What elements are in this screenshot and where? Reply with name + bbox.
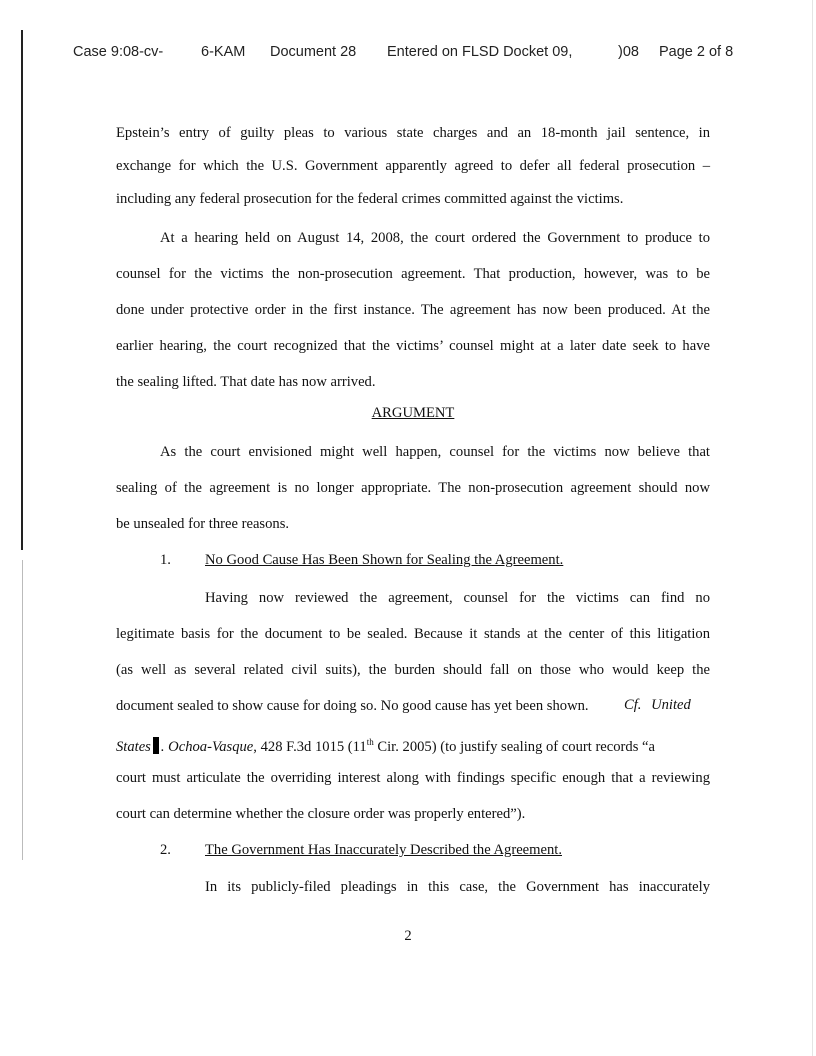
body-text-line: legitimate basis for the document to be sealed. Because it stands at the center of this litigation — [116, 626, 710, 642]
section-heading-argument: ARGUMENT — [371, 405, 455, 421]
body-text-line: Having now reviewed the agreement, counsel for the victims can find no — [205, 590, 710, 606]
body-text-line: Epstein’s entry of guilty pleas to various state charges and an 18-month jail sentence, in — [116, 125, 710, 141]
body-text-line: As the court envisioned might well happen, counsel for the victims now believe that — [160, 444, 710, 460]
header-case-number: Case 9:08-cv- — [73, 44, 164, 60]
header-case-number-suffix: 6-KAM — [201, 44, 246, 60]
citation-case-name: States — [116, 738, 151, 755]
section-title: No Good Cause Has Been Shown for Sealing the Agreement. — [205, 552, 564, 568]
section-title: The Government Has Inaccurately Described the Agreement. — [205, 842, 562, 858]
body-text-line: including any federal prosecution for the federal crimes committed against the victims. — [116, 191, 624, 207]
body-text-line: document sealed to show cause for doing so. No good cause has yet been shown. — [116, 698, 589, 714]
body-text-line: sealing of the agreement is no longer appropriate. The non-prosecution agreement should now — [116, 480, 710, 496]
citation-parenthetical: Cir. 2005) (to justify sealing of court records “a — [373, 738, 655, 755]
body-text-line: court must articulate the overriding interest along with findings specific enough that a reviewing — [116, 770, 710, 786]
scan-edge-line-faint — [22, 560, 23, 860]
scan-right-edge — [812, 0, 813, 1056]
header-page-count: Page 2 of 8 — [659, 44, 734, 60]
body-text-line: In its publicly-filed pleadings in this case, the Government has inaccurately — [205, 879, 710, 895]
body-text-line: the sealing lifted. That date has now arrived. — [116, 374, 376, 390]
body-text-line: exchange for which the U.S. Government apparently agreed to defer all federal prosecution – — [116, 158, 710, 174]
scan-edge-line — [21, 30, 23, 550]
citation-line — [116, 733, 710, 756]
section-number: 1. — [160, 552, 171, 568]
citation-signal: Cf. United — [624, 697, 691, 713]
body-text-line: earlier hearing, the court recognized that the victims’ counsel might at a later date seek to have — [116, 338, 710, 354]
header-entered-on-docket: Entered on FLSD Docket 09, — [387, 44, 573, 60]
redaction-mark — [153, 737, 159, 754]
body-text-line: (as well as several related civil suits), the burden should fall on those who would keep the — [116, 662, 710, 678]
body-text-line: done under protective order in the first instance. The agreement has now been produced. At the — [116, 302, 710, 318]
header-entered-year: )08 — [618, 44, 639, 60]
body-text-line: counsel for the victims the non-prosecution agreement. That production, however, was to be — [116, 266, 710, 282]
body-text-line: be unsealed for three reasons. — [116, 516, 290, 532]
citation-reporter: , 428 F.3d 1015 (11 — [253, 738, 367, 755]
section-number: 2. — [160, 842, 171, 858]
page-number: 2 — [404, 928, 412, 944]
citation-ordinal: th — [366, 737, 374, 747]
citation-case-name-cont: . Ochoa-Vasque — [160, 738, 254, 755]
body-text-line: At a hearing held on August 14, 2008, the court ordered the Government to produce to — [160, 230, 710, 246]
header-document-number: Document 28 — [270, 44, 357, 60]
body-text-line: court can determine whether the closure order was properly entered”). — [116, 806, 526, 822]
